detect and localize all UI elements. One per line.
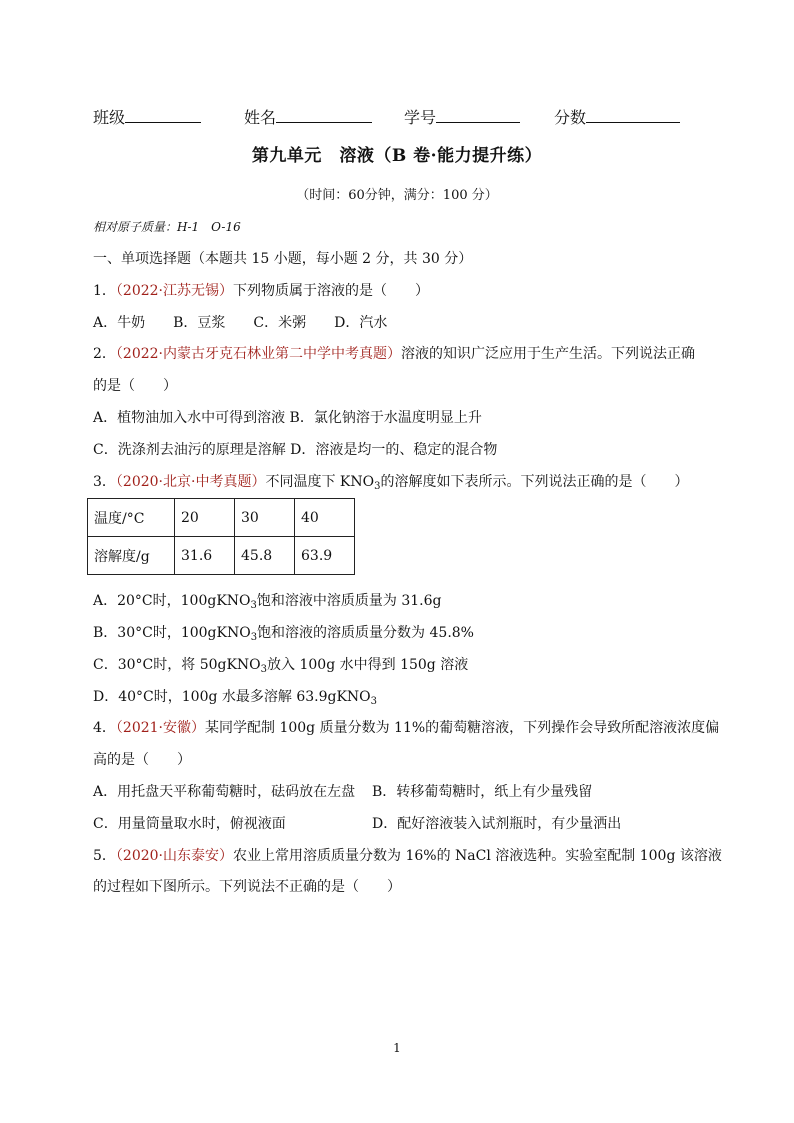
class-field (93, 106, 201, 128)
class-blank (125, 106, 201, 123)
table-cell: 45.8 (235, 537, 295, 575)
score-blank (586, 106, 680, 123)
option-text: D．40°C时，100g 水最多溶解 63.9gKNO (93, 689, 371, 705)
table-row (88, 499, 355, 537)
score-label: 分数 (554, 108, 587, 127)
table-cell: 40 (295, 499, 355, 537)
table-cell: 63.9 (295, 537, 355, 575)
number-field (404, 106, 520, 128)
question-4-option-d: D．配好溶液装入试剂瓶时，有少量洒出 (372, 816, 622, 832)
subscript: 3 (260, 664, 268, 675)
question-source: （2022·江苏无锡） (115, 283, 234, 299)
table-cell: 31.6 (175, 537, 235, 575)
question-source: （2022·内蒙古牙克石林业第二中学中考真题） (115, 346, 401, 362)
question-5 (93, 846, 722, 866)
question-3-option-d (93, 687, 377, 707)
question-1 (93, 281, 429, 301)
subscript: 3 (250, 632, 258, 643)
question-number: 5． (93, 848, 116, 864)
solubility-table (87, 498, 355, 575)
question-number: 3． (93, 474, 116, 490)
subscript: 3 (374, 481, 381, 492)
question-stem: 不同温度下 KNO (265, 474, 375, 490)
subscript: 3 (370, 696, 378, 707)
page-number: 1 (393, 1041, 401, 1055)
question-4-option-a: A．用托盘天平称葡萄糖时，砝码放在左盘 (93, 784, 356, 800)
class-label: 班级 (93, 108, 126, 127)
question-stem: 溶液的知识广泛应用于生产生活。下列说法正确 (401, 346, 695, 362)
question-1-options: A．牛奶 B．豆浆 C．米粥 D．汽水 (93, 315, 388, 331)
question-4 (93, 718, 719, 738)
question-stem-cont: 的溶解度如下表所示。下列说法正确的是（ ） (380, 474, 689, 490)
table-cell: 30 (235, 499, 295, 537)
question-2-stem-cont: 的是（ ） (93, 378, 177, 394)
question-4-option-b: B．转移葡萄糖时，纸上有少量残留 (372, 784, 593, 800)
question-2 (93, 344, 695, 364)
subscript: 3 (250, 600, 257, 611)
name-field (244, 106, 372, 128)
table-cell: 溶解度/g (88, 537, 175, 575)
name-label: 姓名 (244, 108, 277, 127)
page-title: 第九单元 溶液（B 卷·能力提升练） (251, 146, 543, 166)
number-label: 学号 (404, 108, 437, 127)
table-cell: 20 (175, 499, 235, 537)
table-row (88, 537, 355, 575)
option-text: 饱和溶液中溶质质量为 31.6g (256, 593, 442, 609)
question-5-stem-cont: 的过程如下图所示。下列说法不正确的是（ ） (93, 879, 401, 895)
question-4-option-c: C．用量筒量取水时，俯视液面 (93, 816, 286, 832)
question-number: 4． (93, 720, 116, 736)
question-stem: 某同学配制 100g 质量分数为 11%的葡萄糖溶液，下列操作会导致所配溶液浓度偏 (205, 720, 720, 736)
atomic-mass-note: 相对原子质量：H-1 O-16 (93, 220, 241, 234)
option-text: 放入 100g 水中得到 150g 溶液 (267, 657, 469, 673)
question-stem: 农业上常用溶质质量分数为 16%的 NaCl 溶液选种。实验室配制 100g 该溶液 (233, 848, 722, 864)
name-blank (276, 106, 372, 123)
question-number: 2． (93, 346, 116, 362)
question-source: （2020·山东泰安） (115, 848, 234, 864)
question-number: 1． (93, 283, 116, 299)
question-source: （2021·安徽） (115, 720, 206, 736)
question-3 (93, 472, 688, 492)
score-field (554, 106, 680, 128)
question-3-option-c (93, 655, 468, 675)
question-3-option-b (93, 623, 474, 643)
question-2-options-cd: C．洗涤剂去油污的原理是溶解 D．溶液是均一的、稳定的混合物 (93, 442, 498, 458)
section-heading: 一、单项选择题（本题共 15 小题，每小题 2 分，共 30 分） (93, 251, 473, 267)
question-3-option-a (93, 591, 441, 611)
question-stem: 下列物质属于溶液的是（ ） (233, 283, 430, 299)
option-text: B．30°C时，100gKNO (93, 625, 251, 641)
question-2-options-ab: A．植物油加入水中可得到溶液 B．氯化钠溶于水温度明显上升 (93, 410, 482, 426)
question-source: （2020·北京·中考真题） (115, 474, 266, 490)
option-text: A．20°C时，100gKNO (93, 593, 251, 609)
number-blank (436, 106, 520, 123)
question-4-stem-cont: 高的是（ ） (93, 752, 191, 768)
time-score-info: （时间：60分钟，满分：100 分） (296, 188, 498, 203)
table-cell: 温度/°C (88, 499, 175, 537)
option-text: C．30°C时，将 50gKNO (93, 657, 261, 673)
option-text: 饱和溶液的溶质质量分数为 45.8% (257, 625, 474, 641)
